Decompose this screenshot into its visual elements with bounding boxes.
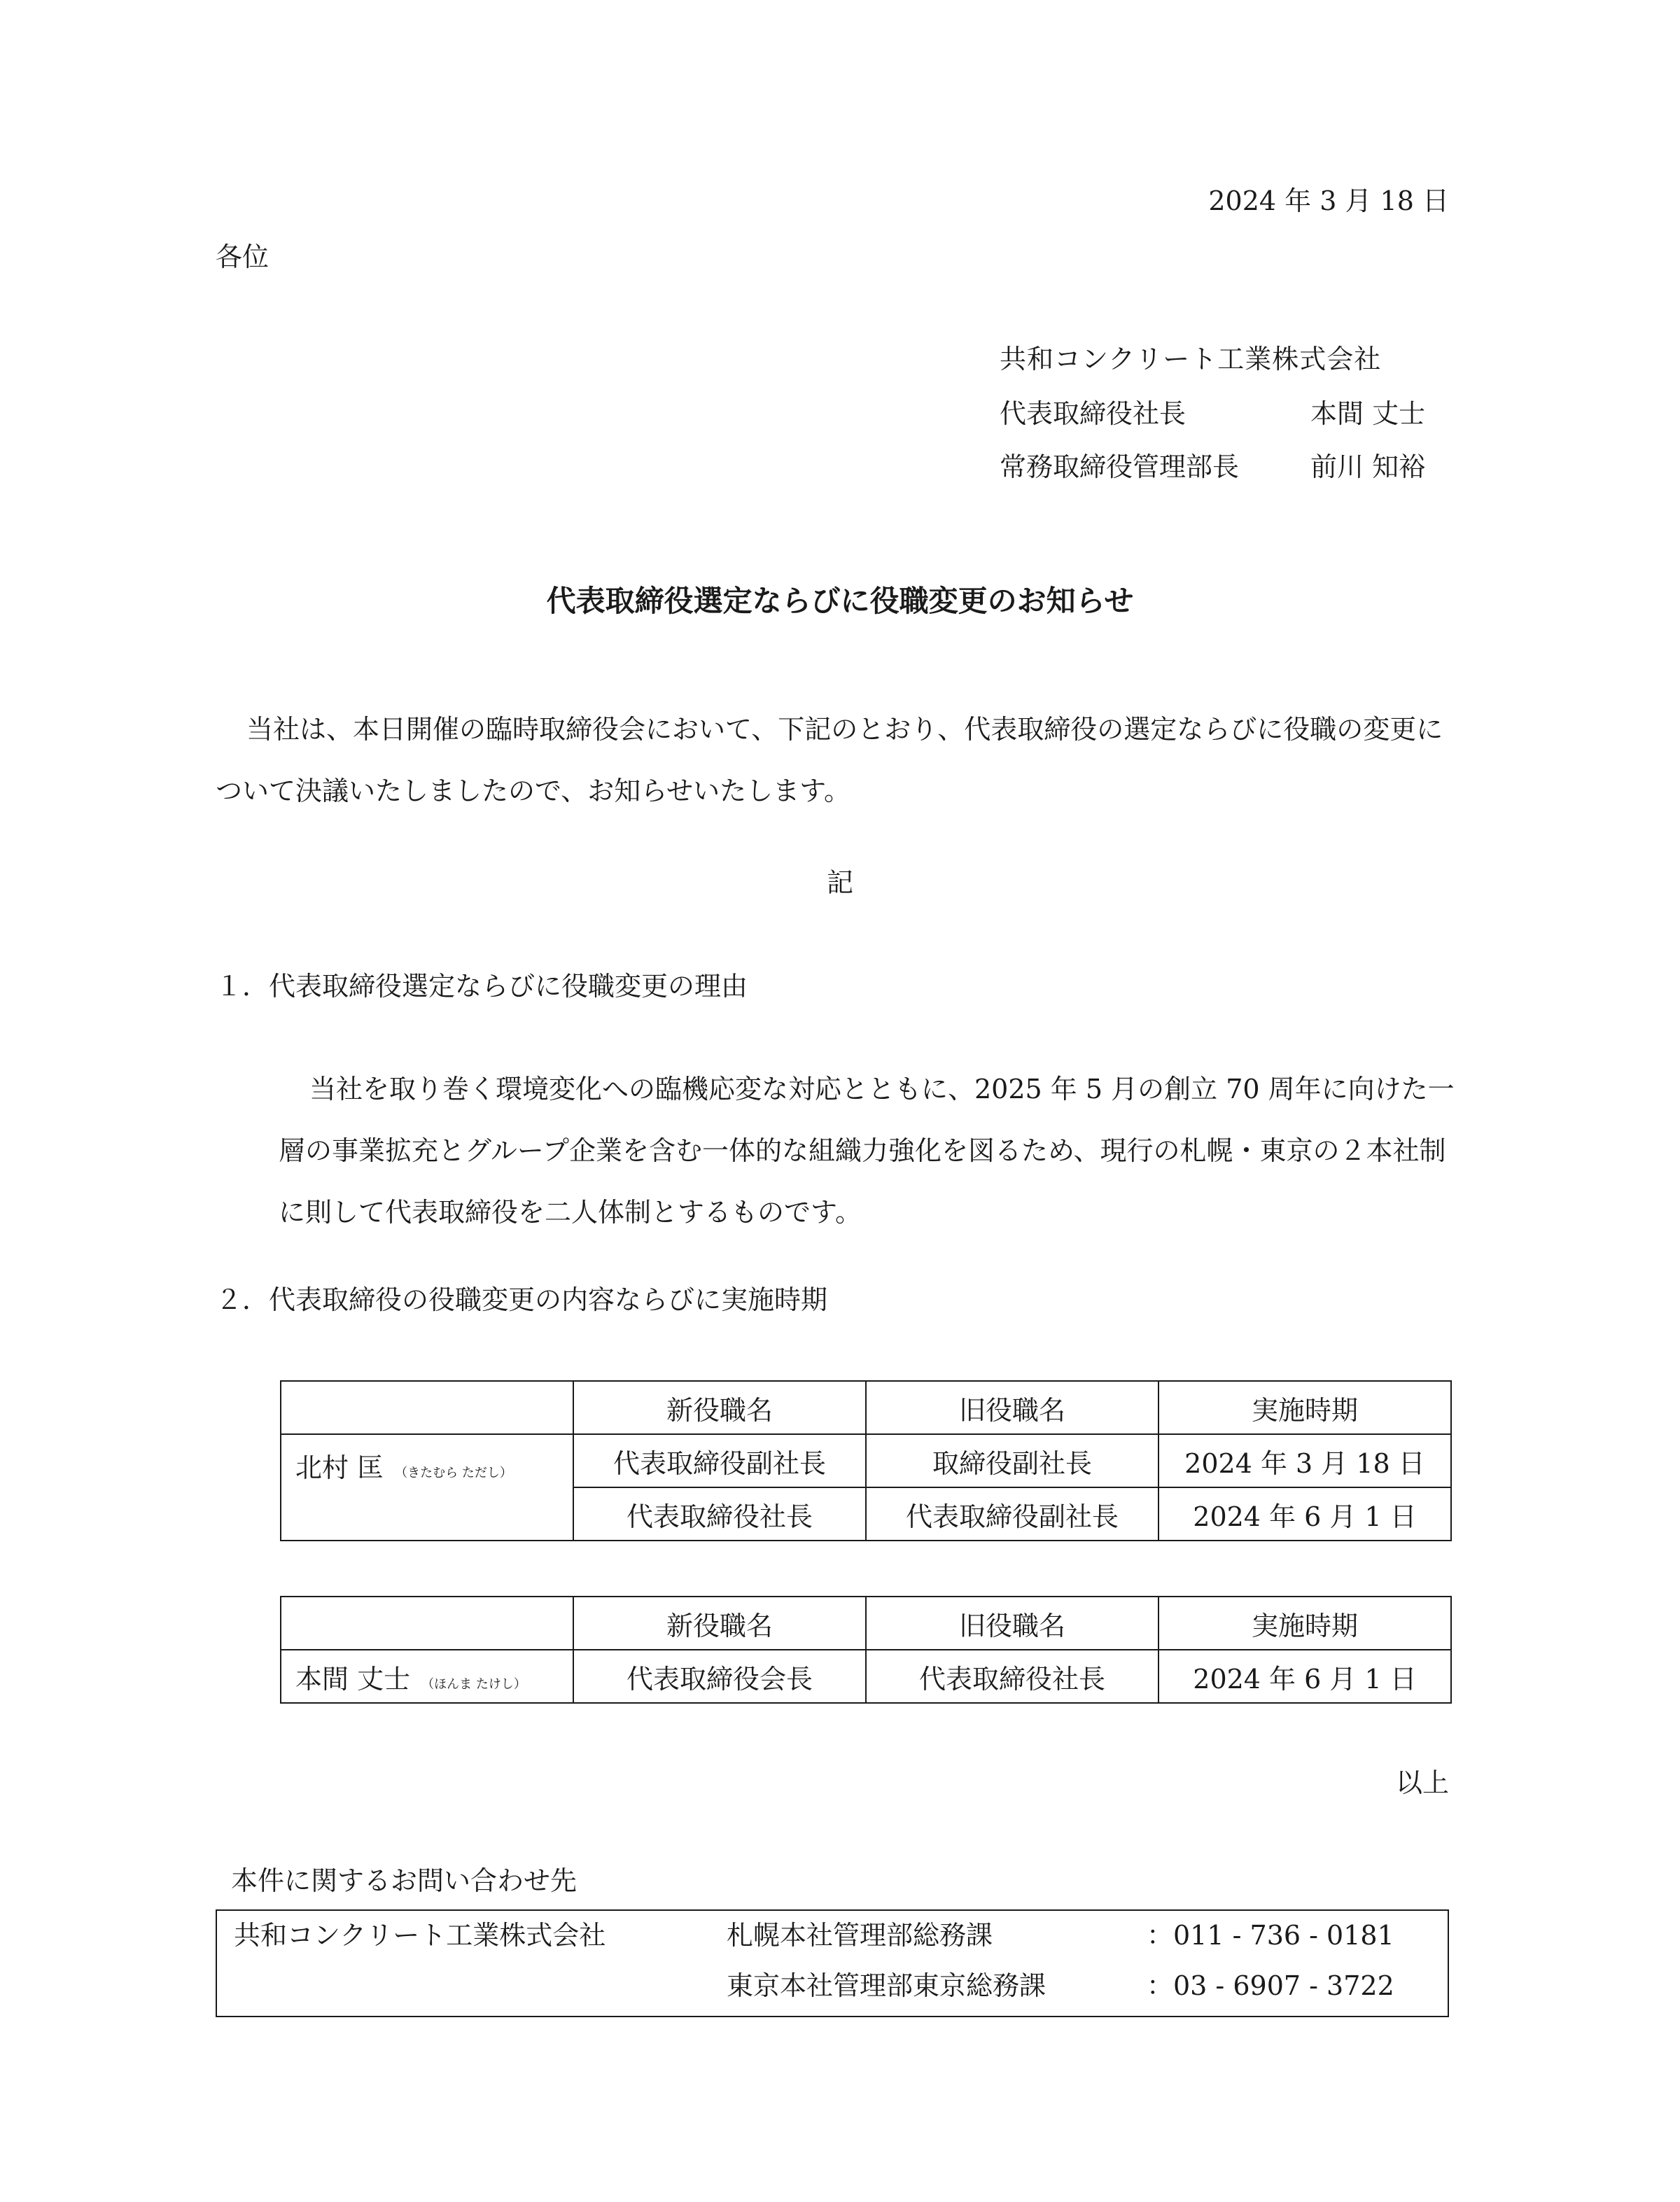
table2-header-effective-date: 実施時期 xyxy=(1158,1597,1451,1650)
contact-dept-sapporo: 札幌本社管理部総務課 xyxy=(727,1920,993,1951)
addressee: 各位 xyxy=(216,241,270,272)
contact-phone-tokyo: ：03 ‐ 6907 ‐ 3722 xyxy=(1147,1970,1394,2001)
ki-marker: 記 xyxy=(826,867,853,898)
table2-person-name: 本間 丈士 xyxy=(295,1663,411,1695)
table2-header-blank xyxy=(281,1597,573,1650)
table1-row1-old-title: 取締役副社長 xyxy=(866,1434,1158,1487)
table2-header-new-title: 新役職名 xyxy=(573,1597,866,1650)
table1-header-blank xyxy=(281,1381,573,1434)
table1-person-name: 北村 匡 xyxy=(295,1452,384,1483)
contact-box xyxy=(216,1909,1449,2017)
contact-label: 本件に関するお問い合わせ先 xyxy=(231,1865,578,1896)
closing-mark: 以上 xyxy=(1395,1767,1449,1798)
table2-row1-new-title: 代表取締役会長 xyxy=(573,1650,866,1703)
role-change-table-1 xyxy=(280,1380,1452,1541)
section2-heading: ２．代表取締役の役職変更の内容ならびに実施時期 xyxy=(216,1284,828,1315)
section1-heading: １．代表取締役選定ならびに役職変更の理由 xyxy=(216,971,748,1002)
table1-person-cell xyxy=(281,1434,573,1541)
table1-header-old-title: 旧役職名 xyxy=(866,1381,1158,1434)
signer2-name: 前川 知裕 xyxy=(1310,451,1426,482)
table2-row1-old-title: 代表取締役社長 xyxy=(866,1650,1158,1703)
signer1-title: 代表取締役社長 xyxy=(1000,398,1186,429)
table1-row1-new-title: 代表取締役副社長 xyxy=(573,1434,866,1487)
section1-body: 当社を取り巻く環境変化への臨機応変な対応とともに、2025 年 5 月の創立 70 周年に向けた一層の事業拡充とグループ企業を含む一体的な組織力強化を図るため、現行の札幌・東京の２本社制に則して代表取締役を二人体制とするものです。 xyxy=(279,1074,1455,1228)
signer1-name: 本間 丈士 xyxy=(1310,398,1426,429)
table2-person-kana: （ほんま たけし） xyxy=(421,1676,526,1692)
document-title: 代表取締役選定ならびに役職変更のお知らせ xyxy=(546,584,1134,618)
table1-header-new-title: 新役職名 xyxy=(573,1381,866,1434)
table1-person-kana: （きたむら ただし） xyxy=(395,1466,512,1480)
table1-row2-old-title: 代表取締役副社長 xyxy=(866,1487,1158,1541)
contact-phone-sapporo: ：011 ‐ 736 ‐ 0181 xyxy=(1147,1920,1394,1951)
role-change-table-2 xyxy=(280,1596,1452,1704)
company-name: 共和コンクリート工業株式会社 xyxy=(1000,344,1382,374)
table2-row1-date: 2024 年 6 月 1 日 xyxy=(1158,1650,1451,1703)
table1-row2-new-title: 代表取締役社長 xyxy=(573,1487,866,1541)
table1-row1-date: 2024 年 3 月 18 日 xyxy=(1158,1434,1451,1487)
table2-header-old-title: 旧役職名 xyxy=(866,1597,1158,1650)
table1-header-effective-date: 実施時期 xyxy=(1158,1381,1451,1434)
table2-person-cell xyxy=(281,1650,573,1703)
intro-paragraph: 当社は、本日開催の臨時取締役会において、下記のとおり、代表取締役の選定ならびに役職の変更について決議いたしましたので、お知らせいたします。 xyxy=(216,714,1443,806)
contact-company: 共和コンクリート工業株式会社 xyxy=(234,1920,606,1951)
document-date: 2024 年 3 月 18 日 xyxy=(1208,185,1449,216)
signer2-title: 常務取締役管理部長 xyxy=(1000,451,1240,482)
table1-row2-date: 2024 年 6 月 1 日 xyxy=(1158,1487,1451,1541)
contact-dept-tokyo: 東京本社管理部東京総務課 xyxy=(727,1970,1046,2001)
